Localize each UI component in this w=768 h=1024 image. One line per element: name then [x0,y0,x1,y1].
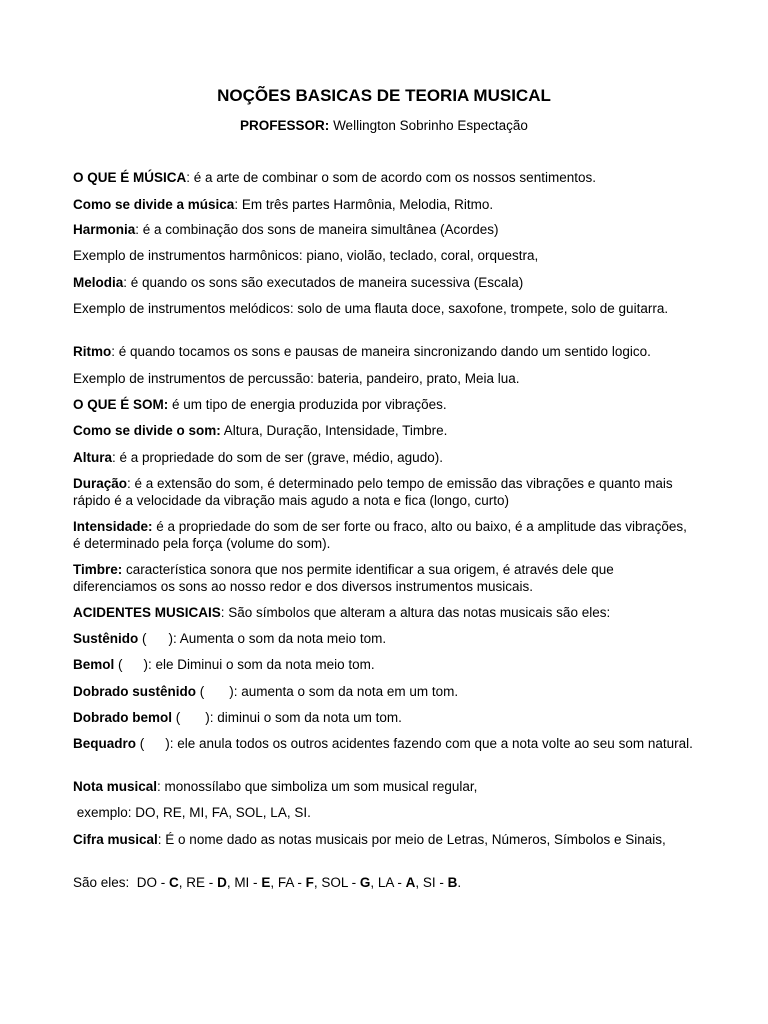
term: Ritmo [73,344,112,359]
term: O QUE É SOM: [73,397,169,412]
cifra-letter: F [305,875,314,890]
cifra-separator: , FA - [270,875,306,890]
para-cifras-list [73,874,698,891]
term: Sustênido [73,631,139,646]
para-duracao [73,475,698,509]
term: Bequadro [73,736,137,751]
para-sustenido [73,630,698,647]
term: Bemol [73,657,115,672]
cifra-letter: E [261,875,271,890]
professor-label: PROFESSOR: [240,118,330,133]
definition: ): ele Diminui o som da nota meio tom. [143,657,375,672]
paren-open: ( [172,710,181,725]
definition: : monossílabo que simboliza um som musical regular, [157,779,478,794]
term: Altura [73,450,113,465]
para-bequadro [73,735,698,752]
cifra-letter: D [217,875,227,890]
professor-line [0,117,768,134]
para-nota-musical [73,778,698,795]
para-timbre [73,561,698,595]
para-altura [73,449,698,466]
definition: ): aumenta o som da nota em um tom. [229,684,459,699]
definition: é a propriedade do som de ser forte ou fraco, alto ou baixo, é a amplitude das vibrações, é determinado pela força (volume do som). [73,519,687,551]
cifra-separator: , RE - [178,875,218,890]
definition: : É o nome dado as notas musicais por meio de Letras, Números, Símbolos e Sinais, [157,832,666,847]
paren-open: ( [196,684,205,699]
cifra-letter: G [359,875,371,890]
para-dobrado-bemol [73,709,698,726]
para-cifra-musical [73,831,698,848]
cifra-separator: , MI - [226,875,262,890]
definition: : Em três partes Harmônia, Melodia, Ritmo. [234,197,494,212]
definition: Exemplo de instrumentos melódicos: solo de uma flauta doce, saxofone, trompete, solo de guitarra. [73,301,669,316]
term: Timbre: [73,562,123,577]
definition: ): diminui o som da nota um tom. [205,710,402,725]
definition: : é quando os sons são executados de maneira sucessiva (Escala) [123,275,524,290]
definition: : é a propriedade do som de ser (grave, médio, agudo). [112,450,443,465]
definition: ): Aumenta o som da nota meio tom. [168,631,387,646]
term: Cifra musical [73,832,158,847]
document-title: NOÇÕES BASICAS DE TEORIA MUSICAL [217,86,551,105]
para-bemol [73,656,698,673]
para-exemplo-percussao [73,370,698,387]
cifras-intro: São eles: DO - [73,875,170,890]
para-dobrado-sustenido [73,683,698,700]
paren-open: ( [136,736,145,751]
definition: : é a arte de combinar o som de acordo com os nossos sentimentos. [186,170,596,185]
definition: : é quando tocamos os sons e pausas de maneira sincronizando dando um sentido logico. [111,344,651,359]
definition: Exemplo de instrumentos de percussão: bateria, pandeiro, prato, Meia lua. [73,371,520,386]
term: Nota musical [73,779,158,794]
definition: Exemplo de instrumentos harmônicos: piano, violão, teclado, coral, orquestra, [73,248,539,263]
term: Harmonia [73,222,136,237]
cifra-separator: , LA - [370,875,406,890]
cifra-separator: , SI - [415,875,448,890]
definition: característica sonora que nos permite identificar a sua origem, é através dele que diferenciamos os sons ao nosso redor e dos diversos instrumentos musicais. [73,562,614,594]
paren-open: ( [114,657,123,672]
para-harmonia [73,221,698,238]
term: Melodia [73,275,124,290]
para-exemplo-notas [73,804,698,821]
para-como-se-divide-musica [73,196,698,213]
para-acidentes-musicais [73,604,698,621]
term: Dobrado sustênido [73,684,197,699]
para-ritmo [73,343,698,360]
cifra-letter: A [405,875,416,890]
cifra-separator: . [457,875,462,890]
para-como-se-divide-som [73,422,698,439]
definition: : São símbolos que alteram a altura das notas musicais são eles: [220,605,611,620]
cifra-separator: , SOL - [313,875,360,890]
cifra-letter: B [447,875,458,890]
term: Intensidade: [73,519,153,534]
term: Como se divide o som: [73,423,221,438]
para-o-que-e-som [73,396,698,413]
para-melodia [73,274,698,291]
para-exemplo-harmonicos [73,247,698,264]
paren-open: ( [138,631,147,646]
term: O QUE É MÚSICA [73,170,187,185]
term: Como se divide a música [73,197,235,212]
definition: exemplo: DO, RE, MI, FA, SOL, LA, SI. [73,805,311,820]
para-intensidade [73,518,698,552]
term: Duração [73,476,128,491]
definition: é um tipo de energia produzida por vibrações. [168,397,447,412]
para-exemplo-melodicos [73,300,698,317]
para-o-que-e-musica [73,169,698,186]
term: ACIDENTES MUSICAIS [73,605,221,620]
cifra-letter: C [169,875,179,890]
definition: Altura, Duração, Intensidade, Timbre. [220,423,448,438]
term: Dobrado bemol [73,710,173,725]
definition: ): ele anula todos os outros acidentes fazendo com que a nota volte ao seu som natural. [165,736,693,751]
definition: : é a combinação dos sons de maneira simultânea (Acordes) [135,222,499,237]
definition: : é a extensão do som, é determinado pelo tempo de emissão das vibrações e quanto mais rápido é a velocidade da vibração mais agudo a nota e fica (longo, curto) [73,476,673,508]
professor-name: Wellington Sobrinho Espectação [329,118,528,133]
